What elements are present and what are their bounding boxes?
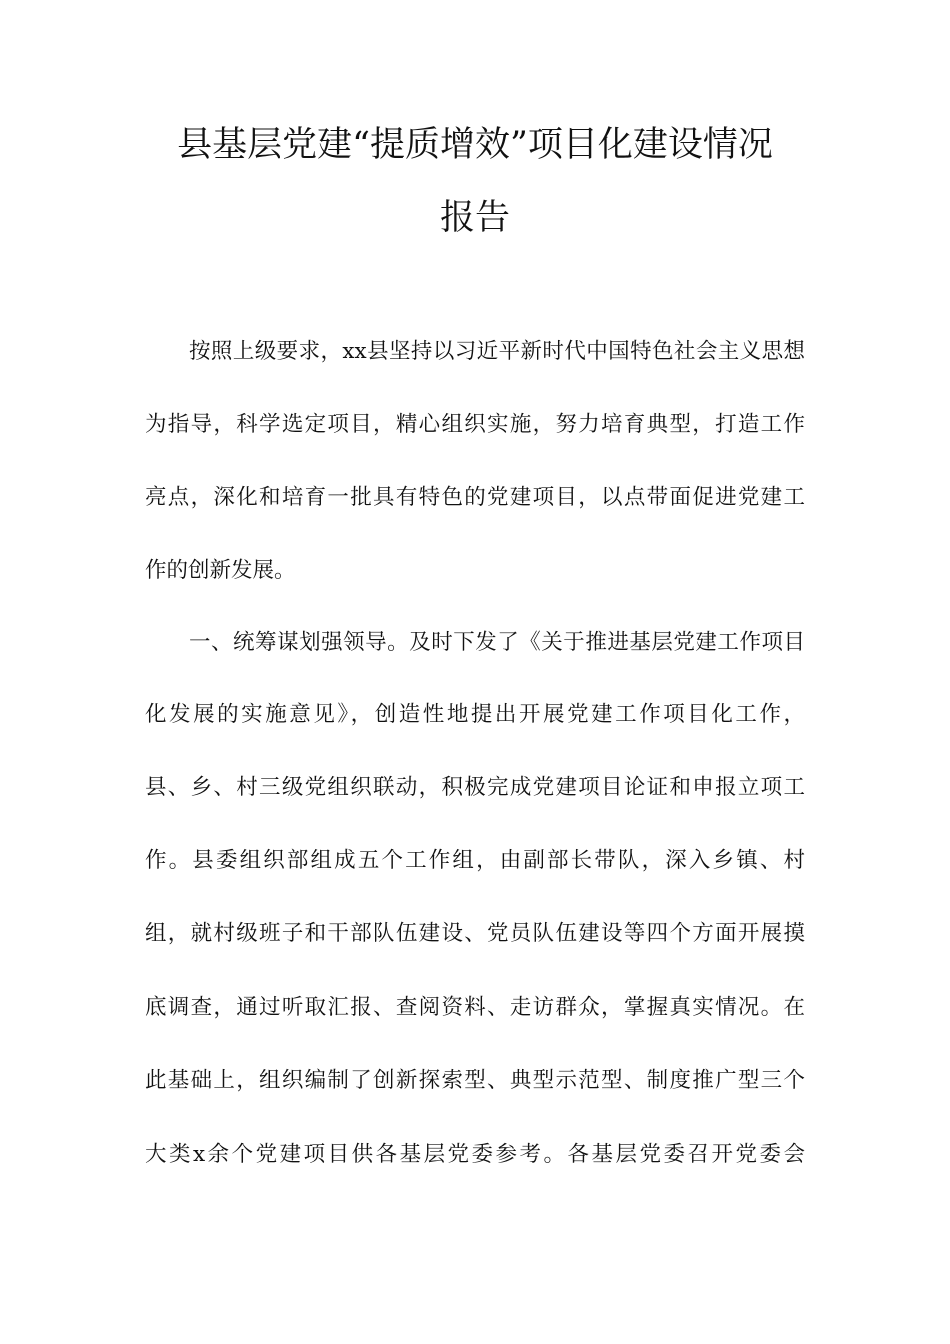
text-line: 按照上级要求，xx县坚持以习近平新时代中国特色社会主义思想 (189, 339, 805, 364)
text-line: 底调查，通过听取汇报、查阅资料、走访群众，掌握真实情况。在 (145, 995, 805, 1020)
title-line-1: 县基层党建“提质增效”项目化建设情况 (177, 125, 773, 165)
text-line: 亮点，深化和培育一批具有特色的党建项目，以点带面促进党建工 (145, 485, 805, 510)
text-line: 为指导，科学选定项目，精心组织实施，努力培育典型，打造工作 (145, 412, 805, 437)
text-line: 化发展的实施意见》，创造性地提出开展党建工作项目化工作， (145, 702, 805, 727)
text-line: 此基础上，组织编制了创新探索型、典型示范型、制度推广型三个 (145, 1068, 805, 1093)
text-line: 一、统筹谋划强领导。及时下发了《关于推进基层党建工作项目 (189, 630, 805, 655)
title-line-2: 报告 (439, 198, 510, 238)
text-line: 大类x余个党建项目供各基层党委参考。各基层党委召开党委会 (145, 1142, 805, 1167)
text-line: 作的创新发展。 (145, 558, 296, 583)
text-line: 作。县委组织部组成五个工作组，由副部长带队，深入乡镇、村 (145, 848, 805, 873)
text-line: 县、乡、村三级党组织联动，积极完成党建项目论证和申报立项工 (145, 775, 805, 800)
text-line: 组，就村级班子和干部队伍建设、党员队伍建设等四个方面开展摸 (145, 921, 805, 946)
